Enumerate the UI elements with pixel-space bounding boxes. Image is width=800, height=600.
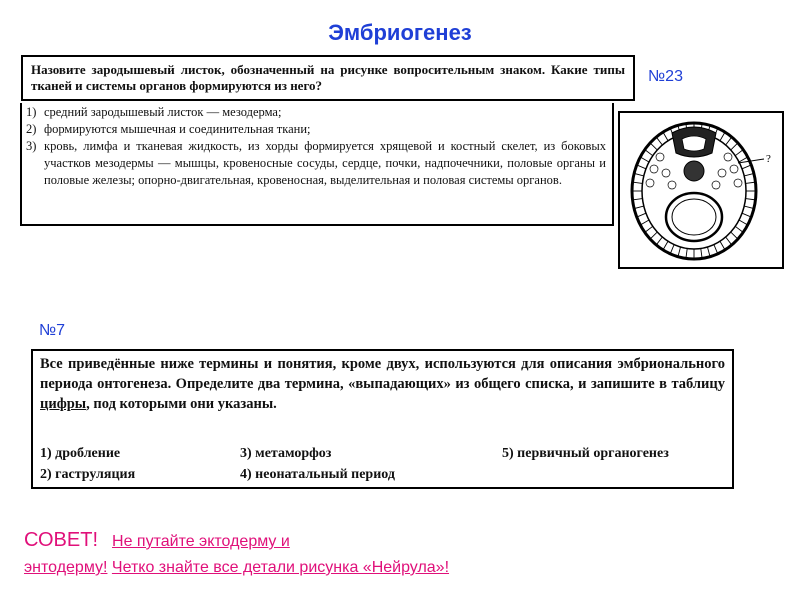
task23-question: Назовите зародышевый листок, обозначенный на рисунке вопросительным знаком. Какие типы тканей и системы органов формируются из него? <box>21 55 635 101</box>
option-5: 5) первичный органогенез <box>502 446 669 461</box>
task7-number: №7 <box>39 322 66 339</box>
task7-options <box>40 443 725 485</box>
option-4: 4) неонатальный период <box>240 467 395 482</box>
option-3: 3) метаморфоз <box>240 446 332 461</box>
page-title: Эмбриогенез <box>328 20 472 45</box>
figure-question-mark: ? <box>766 153 771 165</box>
answer-line-3: 3) кровь, лимфа и тканевая жидкость, из хорды формируется хрящевой и костный скелет, из боковых участков мезодермы — мышцы, кровеносные сосуды, сердце, почки, надпочечники, половые органы и половые железы; опорно-двигательная, кровеносная, выделительная и половая системы органов. <box>26 139 606 187</box>
task7-text: Все приведённые ниже термины и понятия, кроме двух, используются для описания эмбрионального периода онтогенеза. Определите два термина, «выпадающих» из общего списка, и запишите в таблицу цифры, под которыми они указаны. <box>40 356 725 412</box>
option-2: 2) гаструляция <box>40 467 136 482</box>
task7-box <box>31 349 734 489</box>
task7-emphasis: цифры <box>40 396 87 412</box>
advice-line-2[interactable]: энтодерму! <box>24 559 108 576</box>
answer-line-2: 2) формируются мышечная и соединительная ткани; <box>26 122 311 136</box>
option-1: 1) дробление <box>40 446 121 461</box>
advice-line-1[interactable]: Не путайте эктодерму и <box>112 533 290 550</box>
task23-number: №23 <box>648 68 683 85</box>
advice-heading: СОВЕТ! <box>24 529 99 551</box>
answer-line-1: 1) средний зародышевый листок — мезодерма; <box>26 105 282 119</box>
task23-answer <box>20 103 614 226</box>
advice-line-3[interactable]: Четко знайте все детали рисунка «Нейрула»! <box>111 559 450 576</box>
neurula-drawing <box>620 113 782 267</box>
advice-block <box>24 527 464 581</box>
neurula-figure <box>618 111 784 269</box>
